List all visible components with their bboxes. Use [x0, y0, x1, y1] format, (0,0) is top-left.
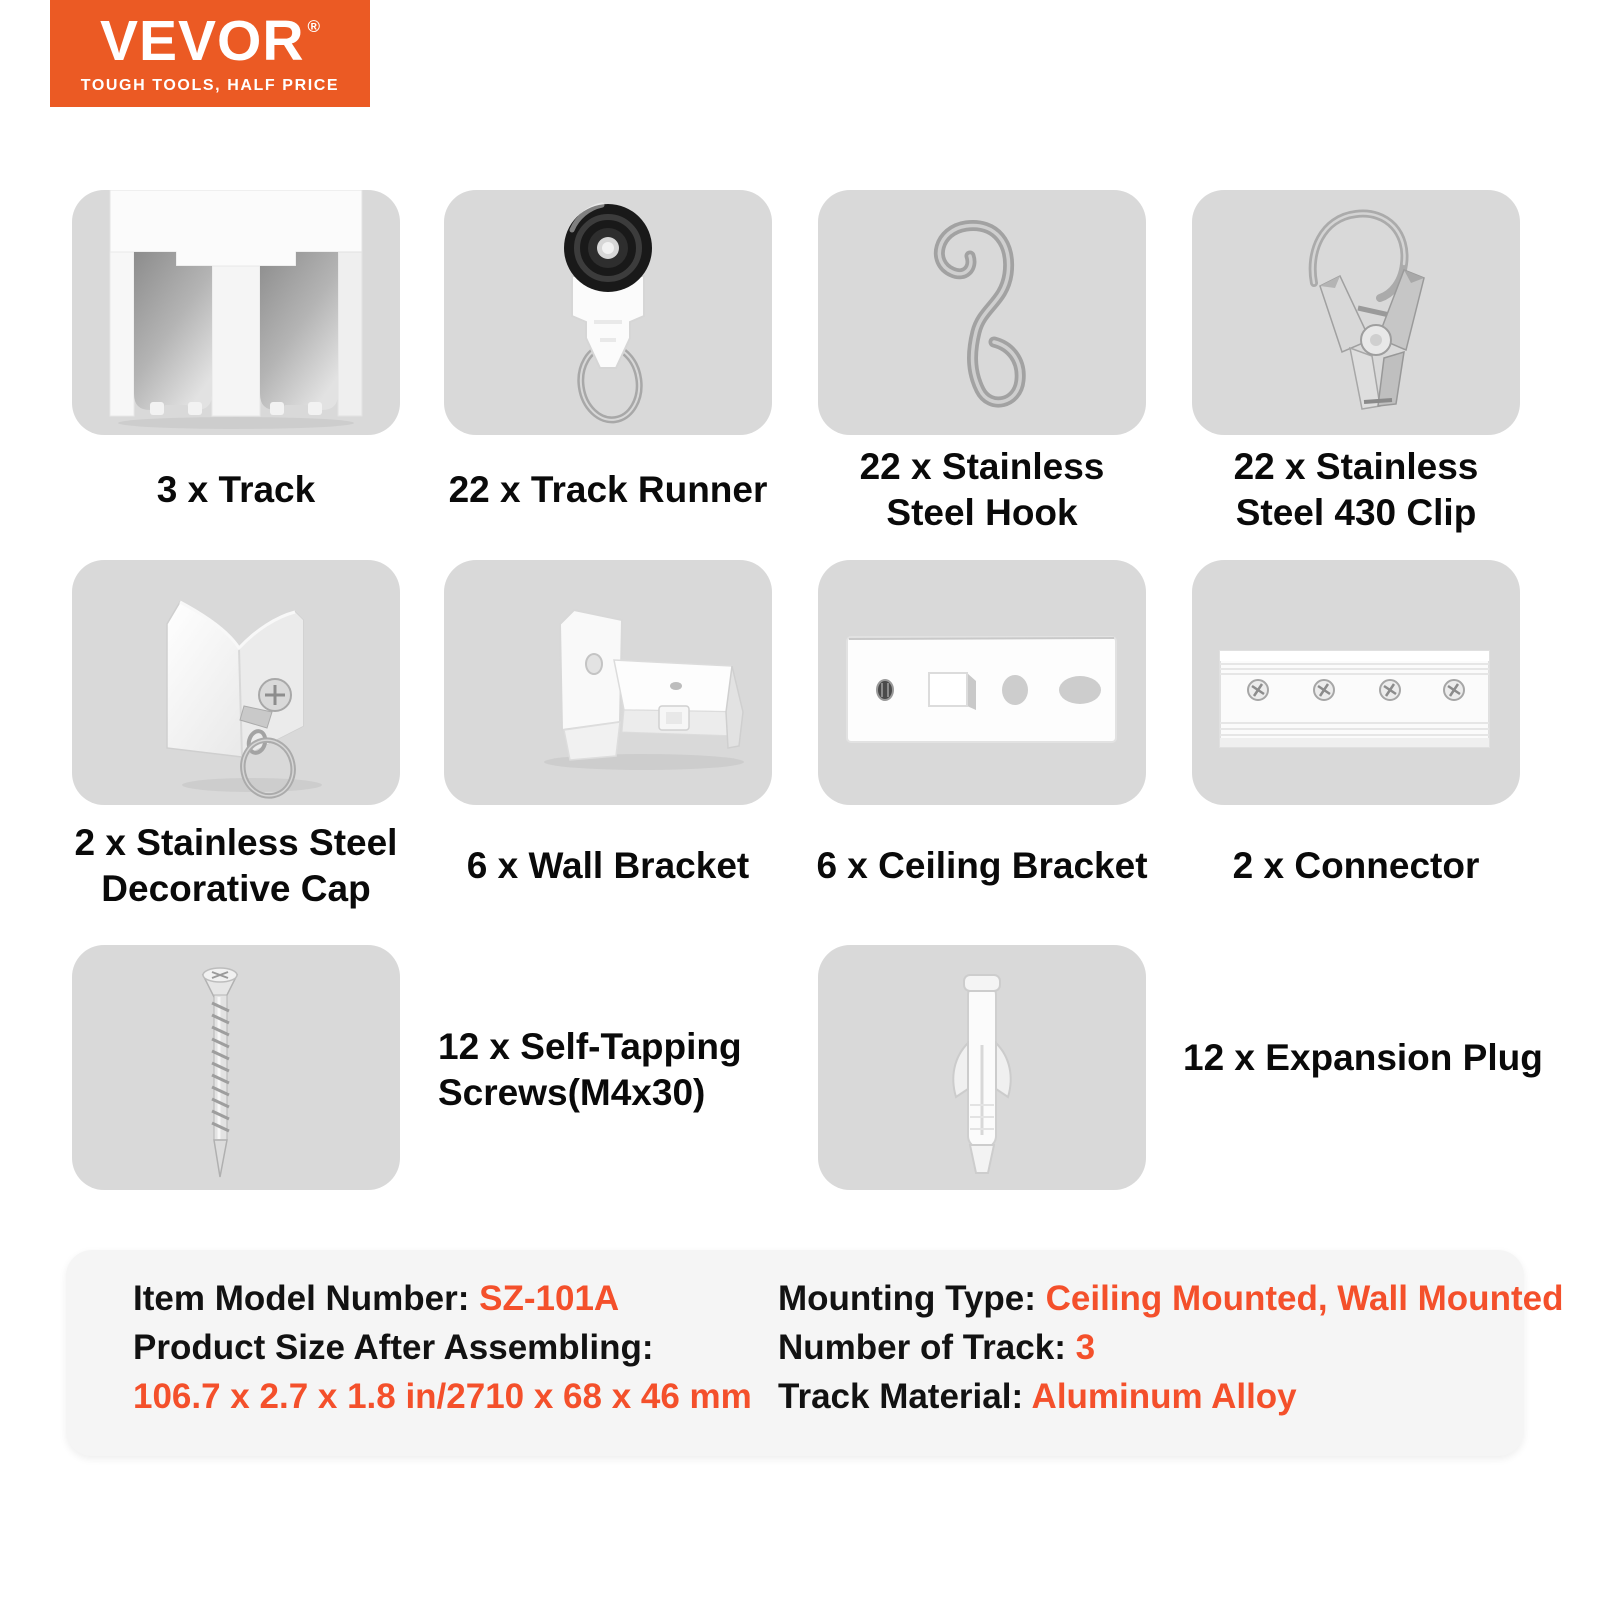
brand-tagline: TOUGH TOOLS, HALF PRICE [80, 76, 340, 94]
vevor-logo [50, 0, 370, 107]
spec-number-of-track [778, 1323, 1563, 1372]
brand-text: VEVOR [99, 8, 305, 73]
part-tile-expansion-plug [818, 945, 1146, 1190]
wall-bracket-icon [444, 560, 772, 805]
part-tile-stainless-steel-430-clip [1192, 190, 1520, 435]
part-label-decorative-cap: 2 x Stainless Steel Decorative Cap [74, 822, 398, 909]
stainless-steel-430-clip-icon [1192, 190, 1520, 435]
connector-icon [1192, 560, 1520, 805]
part-label-stainless-steel-hook: 22 x Stainless Steel Hook [859, 446, 1105, 533]
ceiling-bracket-icon [818, 560, 1146, 805]
part-label-track-runner: 22 x Track Runner [448, 469, 768, 510]
part-tile-track [72, 190, 400, 435]
part-tile-decorative-cap [72, 560, 400, 805]
track-runner-icon [444, 190, 772, 435]
specs-left-column [133, 1274, 752, 1421]
part-tile-wall-bracket [444, 560, 772, 805]
part-tile-stainless-steel-hook [818, 190, 1146, 435]
expansion-plug-icon [818, 945, 1146, 1190]
spec-number-of-track-value: 3 [1075, 1328, 1096, 1367]
part-tile-track-runner [444, 190, 772, 435]
specs-panel [66, 1250, 1564, 1456]
part-label-track: 3 x Track [156, 469, 316, 510]
spec-number-of-track-label: Number of Track: [778, 1328, 1076, 1367]
spec-item-model [133, 1274, 752, 1323]
brand-name [99, 8, 321, 73]
part-label-expansion-plug: 12 x Expansion Plug [1183, 1037, 1543, 1078]
spec-track-material-label: Track Material: [778, 1377, 1032, 1416]
part-label-connector: 2 x Connector [1232, 845, 1480, 886]
spec-track-material [778, 1372, 1563, 1421]
part-tile-connector [1192, 560, 1520, 805]
part-label-stainless-steel-430-clip: 22 x Stainless Steel 430 Clip [1233, 446, 1479, 533]
spec-mounting-type [778, 1274, 1563, 1323]
spec-item-model-label: Item Model Number: [133, 1279, 480, 1318]
spec-item-model-value: SZ-101A [479, 1279, 620, 1318]
part-label-self-tapping-screws: 12 x Self-Tapping Screws(M4x30) [438, 1026, 742, 1113]
part-label-wall-bracket: 6 x Wall Bracket [466, 845, 750, 886]
stainless-steel-hook-icon [818, 190, 1146, 435]
spec-mounting-type-label: Mounting Type: [778, 1279, 1046, 1318]
spec-track-material-value: Aluminum Alloy [1031, 1377, 1297, 1416]
spec-product-size-label: Product Size After Assembling: [133, 1328, 654, 1367]
spec-mounting-type-value: Ceiling Mounted, Wall Mounted [1045, 1279, 1564, 1318]
part-label-ceiling-bracket: 6 x Ceiling Bracket [816, 845, 1148, 886]
registered-mark: ® [307, 16, 321, 36]
specs-right-column [778, 1274, 1563, 1421]
self-tapping-screw-icon [72, 945, 400, 1190]
spec-product-size-value: 106.7 x 2.7 x 1.8 in/2710 x 68 x 46 mm [133, 1377, 752, 1416]
track-icon [72, 190, 400, 435]
part-tile-ceiling-bracket [818, 560, 1146, 805]
decorative-cap-icon [72, 560, 400, 805]
part-tile-self-tapping-screws [72, 945, 400, 1190]
